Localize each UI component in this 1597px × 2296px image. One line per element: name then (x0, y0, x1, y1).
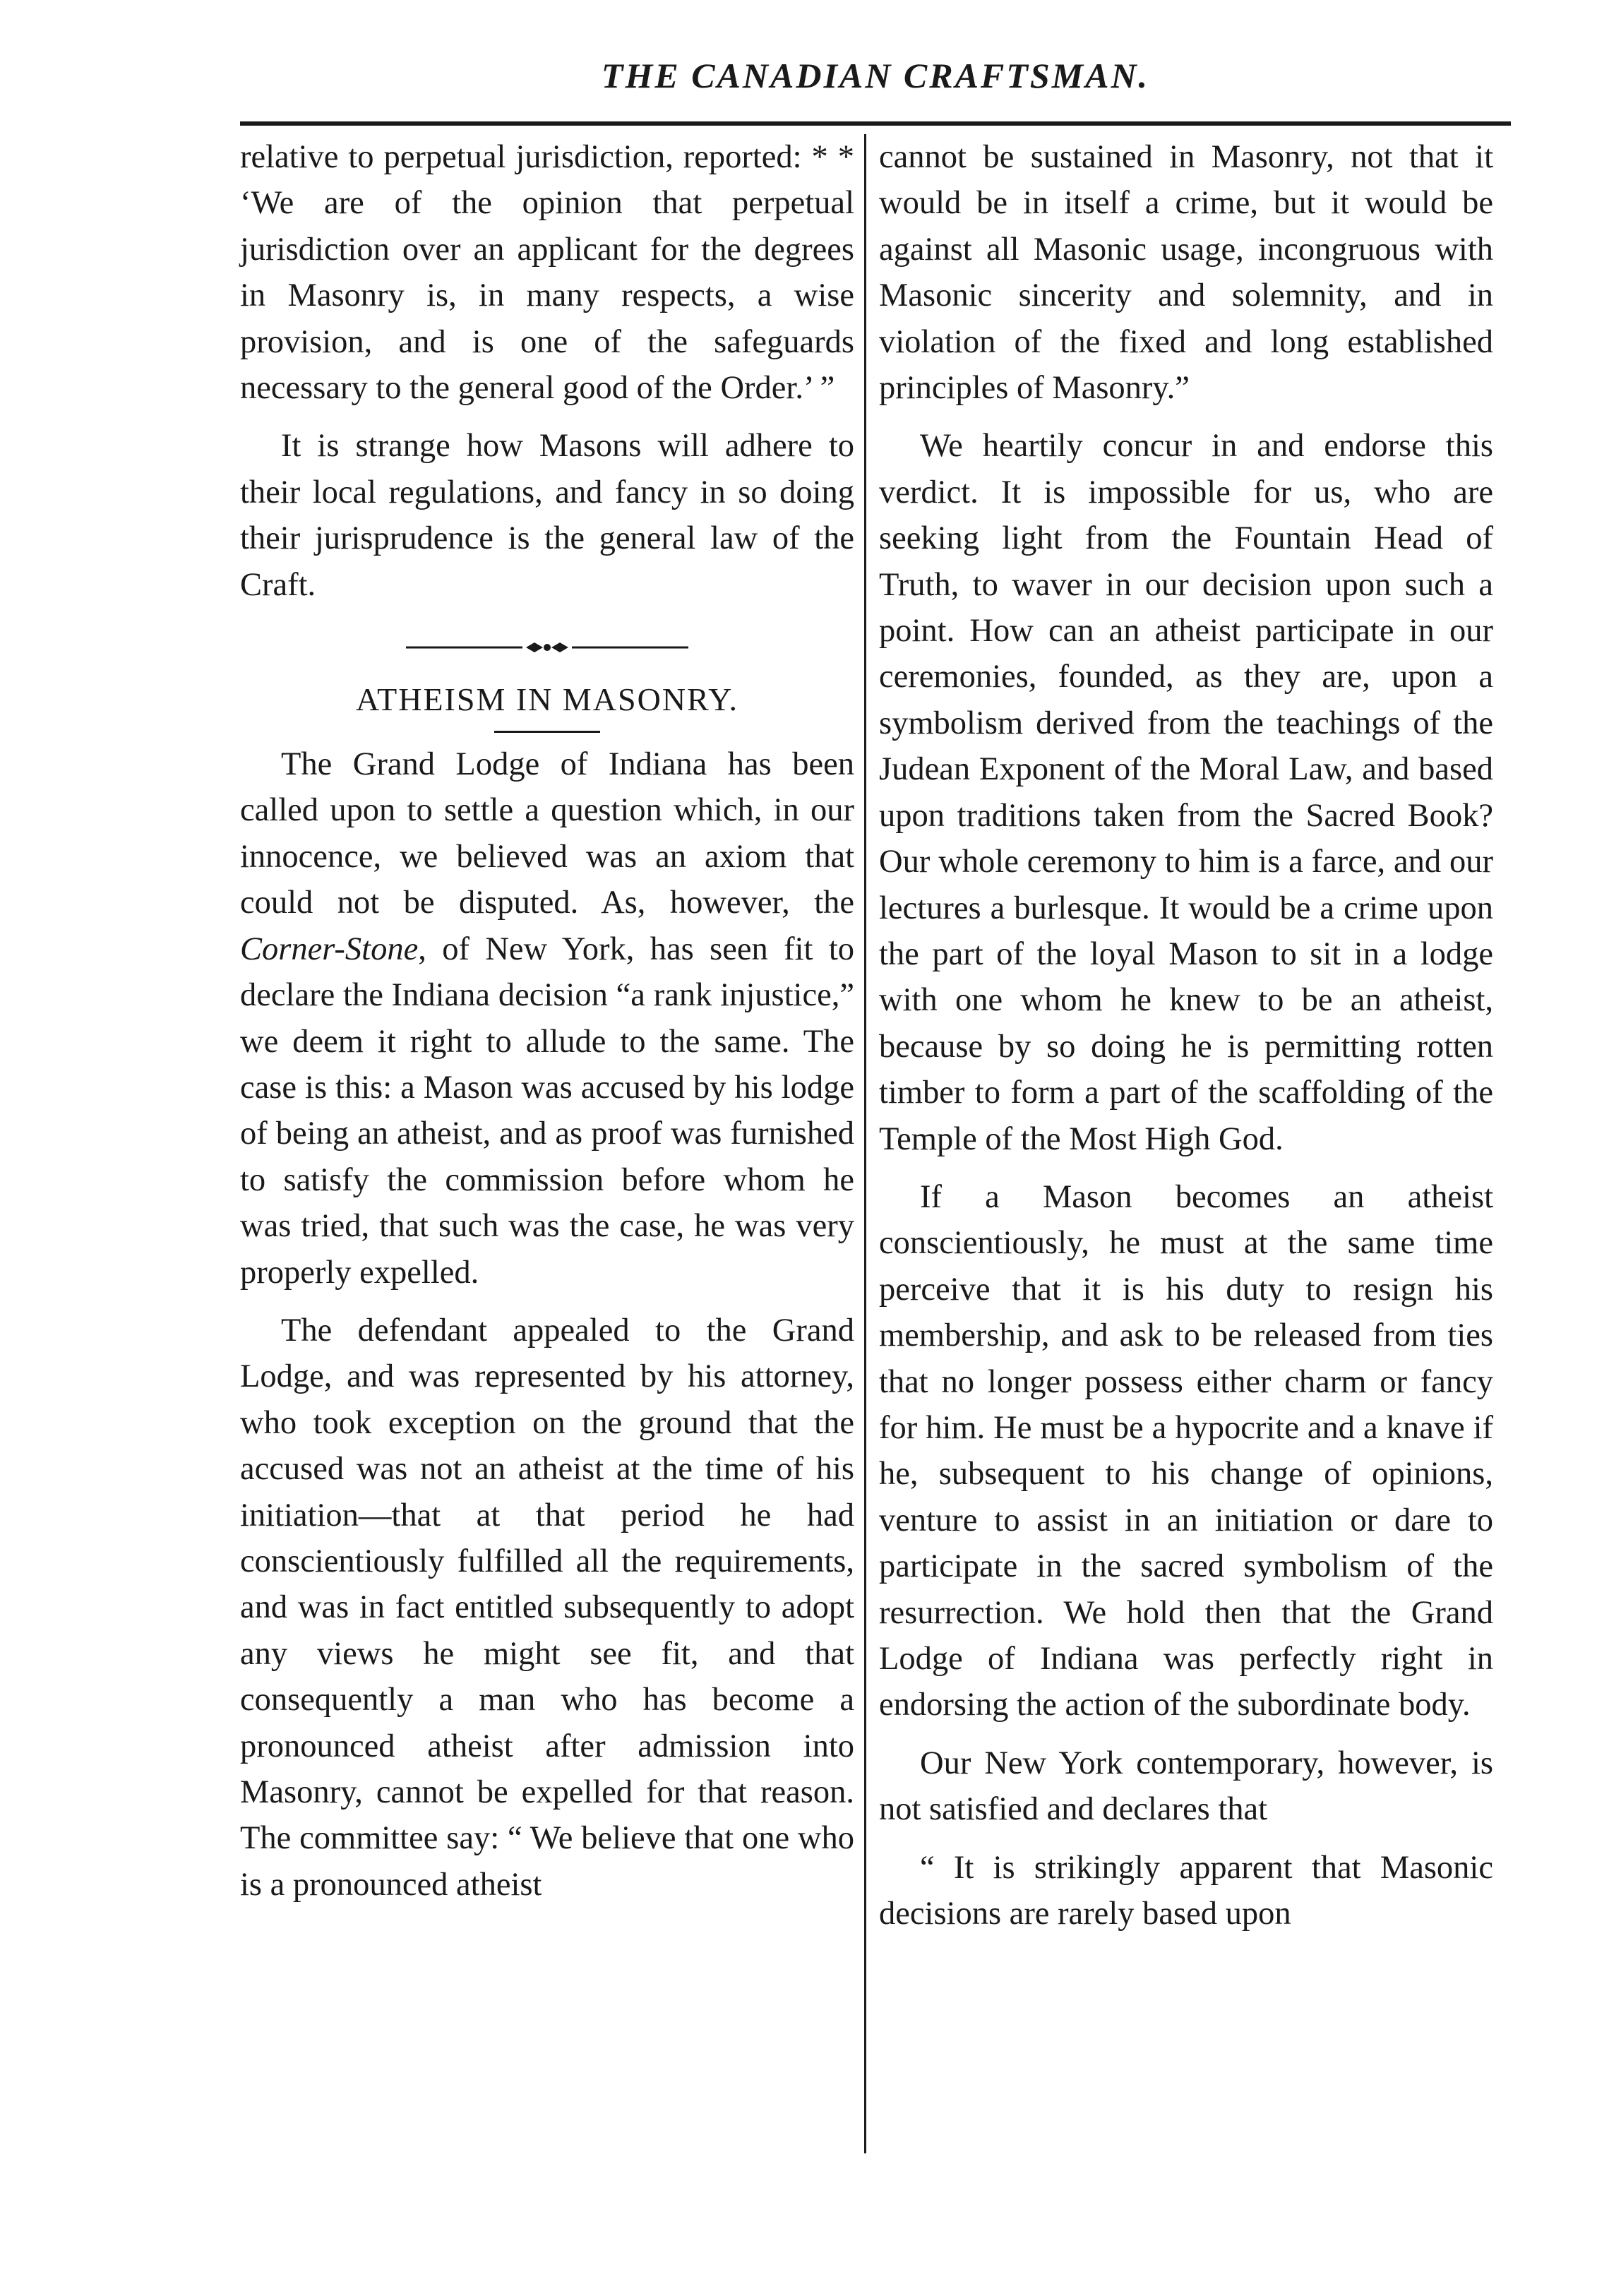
left-paragraph-4: The defendant appealed to the Grand Lodge, and was represented by his attorney, who took exception on the ground that the accused was not an atheist at the time of his initiation—that at that period he had conscientiously fulfilled all the requirements, and was in fact entitled subsequently to adopt any views he might see fit, and that consequently a man who has become a pronounced atheist after admission into Masonry, cannot be expelled for that reason. The committee say: “ We believe that one who is a pronounced atheist (240, 1312, 854, 1903)
left-paragraph-1: relative to perpetual jurisdiction, reported: * * ‘We are of the opinion that perpetual jurisdiction over an applicant for the degrees in Masonry is, in many respects, a wise provision, and is one of the safeguards necessary to the general good of the Order.’ ” (240, 139, 854, 407)
left-paragraph-2: It is strange how Masons will adhere to their local regulations, and fancy in so doing their jurisprudence is the general law of the Craft. (240, 428, 854, 603)
right-paragraph-3: If a Mason becomes an atheist conscientiously, he must at the same time perceive that it is his duty to resign his membership, and ask to be released from ties that no longer possess either charm or fancy for him. He must be a hypocrite and a knave if he, subsequent to his change of opinions, venture to assist in an initiation or dare to participate in the sacred symbolism of the resurrection. We hold then that the Grand Lodge of Indiana was perfectly right in endorsing the action of the subordinate body. (879, 1178, 1493, 1723)
section-title: ATHEISM IN MASONRY. (356, 681, 738, 718)
paragraph-3-text-b: , of New York, has seen fit to declare the Indiana decision “a rank injustice,” we deem it right to allude to the same. The case is this: a Mason was accused by his lodge of being an atheist, and as proof was furnished to satisfy the commission before whom he was tried, that such was the case, he was very properly expelled. (240, 931, 854, 1291)
right-column (879, 134, 1493, 1949)
page-header: THE CANADIAN CRAFTSMAN. (601, 56, 1150, 95)
right-paragraph-2: We heartily concur in and endorse this verdict. It is impossible for us, who are seeking light from the Fountain Head of Truth, to waver in our decision upon such a point. How can an atheist participate in our ceremonies, founded, as they are, upon a symbolism derived from the teachings of the Judean Exponent of the Moral Law, and based upon traditions taken from the Sacred Book? Our whole ceremony to him is a farce, and our lectures a burlesque. It would be a crime upon the part of the loyal Mason to sit in a lodge with one whom he knew to be an atheist, because by so doing he is permitting rotten timber to form a part of the scaffolding of the Temple of the Most High God. (879, 428, 1493, 1157)
header-rule (240, 121, 1511, 126)
left-column (240, 134, 854, 1920)
title-underline (494, 731, 600, 733)
column-divider (864, 134, 866, 2153)
ornamental-divider (406, 633, 688, 662)
publication-name: Corner-Stone (240, 931, 419, 967)
right-paragraph-4: Our New York contemporary, however, is not satisfied and declares that (879, 1745, 1493, 1828)
left-paragraph-3 (240, 741, 854, 1296)
right-paragraph-1: cannot be sustained in Masonry, not that it would be in itself a crime, but it would be against all Masonic usage, incongruous with Masonic sincerity and solemnity, and in violation of the fixed and long established principles of Masonry.” (879, 139, 1493, 407)
right-paragraph-5: “ It is strikingly apparent that Masonic decisions are rarely based upon (879, 1849, 1493, 1932)
paragraph-3-text-a: The Grand Lodge of Indiana has been called upon to settle a question which, in our innocence, we believed was an axiom that could not be disputed. As, however, the (240, 746, 854, 921)
